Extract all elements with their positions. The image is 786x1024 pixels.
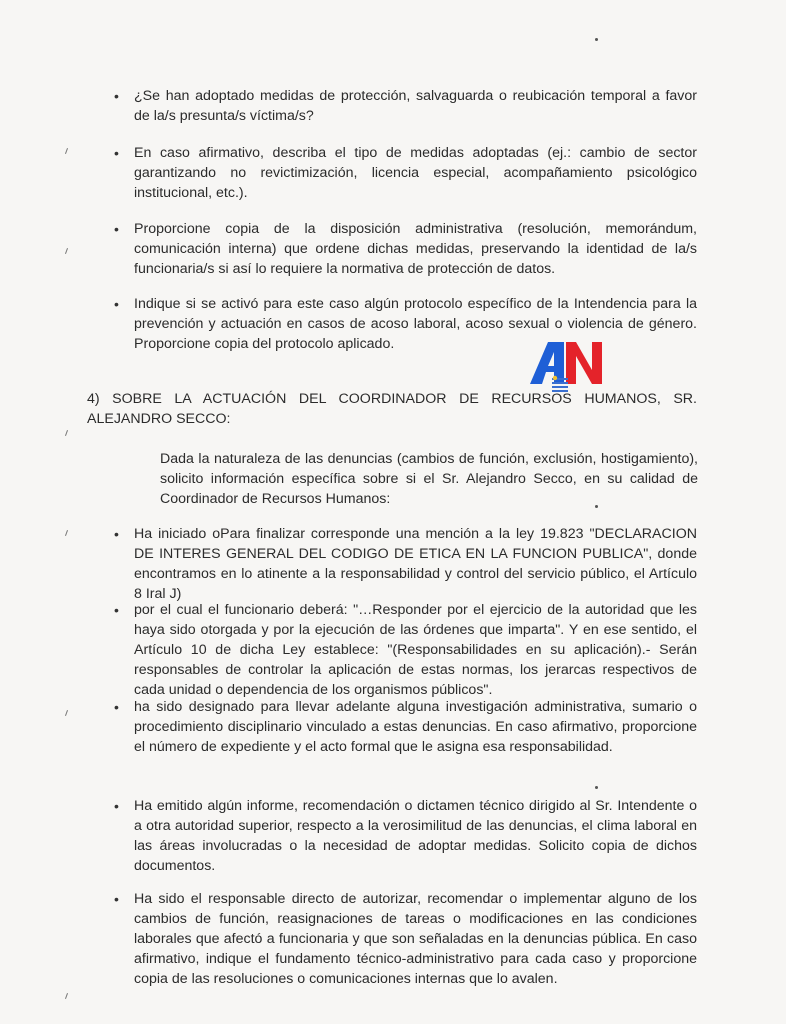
bullet: • bbox=[114, 798, 119, 814]
bullet: • bbox=[114, 891, 119, 907]
bullet: • bbox=[114, 526, 119, 542]
list-item: por el cual el funcionario deberá: "…Responder por el ejercicio de la autoridad que les haya sido otorgada y por la ejecución de las órdenes que imparta". Y en ese sentido, el Artículo 10 de dicha Ley establece: "(Responsabilidades en su aplicación).- Serán responsables de controlar la aplicación de estas normas, los jerarcas respectivos de cada unidad o dependencia de los organismos públicos". bbox=[134, 602, 697, 698]
section-heading: 4) SOBRE LA ACTUACIÓN DEL COORDINADOR DE RECURSOS HUMANOS, SR. ALEJANDRO SECCO: bbox=[87, 391, 697, 427]
scan-tick bbox=[65, 248, 68, 254]
list-item: Ha sido el responsable directo de autorizar, recomendar o implementar alguno de los cambios de función, reasignaciones de tareas o modificaciones en las condiciones laborales que afectó a funcionaria y que son señaladas en la denuncias pública. En caso afirmativo, indique el fundamento técnico-administrativo para cada caso y proporcione copia de las resoluciones o comunicaciones internas que lo avalen. bbox=[134, 891, 697, 987]
bullet: • bbox=[114, 145, 119, 161]
scan-speck bbox=[595, 38, 598, 41]
scan-speck bbox=[595, 786, 598, 789]
scan-tick bbox=[65, 430, 68, 436]
logo-letter-a bbox=[530, 342, 564, 384]
scan-tick bbox=[65, 710, 68, 716]
list-item: Ha iniciado oPara finalizar corresponde una mención a la ley 19.823 "DECLARACION DE INTERES GENERAL DEL CODIGO DE ETICA EN LA FUNCION PUBLICA", donde encontramos en lo atinente a la responsabilidad y control del servicio público, el Artículo 8 Iral J) bbox=[134, 526, 697, 602]
section-intro: Dada la naturaleza de las denuncias (cambios de función, exclusión, hostigamiento), solicito información específica sobre si el Sr. Alejandro Secco, en su calidad de Coordinador de Recursos Humanos: bbox=[160, 451, 698, 507]
bullet: • bbox=[114, 88, 119, 104]
bullet: • bbox=[114, 296, 119, 312]
scan-tick bbox=[65, 993, 68, 999]
list-item: ha sido designado para llevar adelante alguna investigación administrativa, sumario o procedimiento disciplinario vinculado a estas denuncias. En caso afirmativo, proporcione el número de expediente y el acto formal que le asigna esa responsabilidad. bbox=[134, 699, 697, 755]
list-item: En caso afirmativo, describa el tipo de medidas adoptadas (ej.: cambio de sector garantizando no revictimización, licencia especial, acompañamiento psicológico institucional, etc.). bbox=[134, 145, 697, 201]
list-item: ¿Se han adoptado medidas de protección, salvaguarda o reubicación temporal a favor de la/s presunta/s víctima/s? bbox=[134, 88, 697, 124]
scan-tick bbox=[65, 530, 68, 536]
list-item: Proporcione copia de la disposición administrativa (resolución, memorándum, comunicación interna) que ordene dichas medidas, preservando la identidad de la/s funcionaria/s si así lo requiere la normativa de protección de datos. bbox=[134, 221, 697, 277]
list-item: Ha emitido algún informe, recomendación o dictamen técnico dirigido al Sr. Intendente o a otra autoridad superior, respecto a la verosimilitud de las denuncias, el clima laboral en las áreas involucradas o la necesidad de adoptar medidas. Solicito copia de dichos documentos. bbox=[134, 798, 697, 874]
bullet: • bbox=[114, 602, 119, 618]
bullet: • bbox=[114, 221, 119, 237]
bullet: • bbox=[114, 699, 119, 715]
logo-letter-n bbox=[566, 342, 602, 384]
scan-tick bbox=[65, 148, 68, 154]
list-item: Indique si se activó para este caso algún protocolo específico de la Intendencia para la prevención y actuación en casos de acoso laboral, acoso sexual o violencia de género. Proporcione copia del protocolo aplicado. bbox=[134, 296, 697, 352]
